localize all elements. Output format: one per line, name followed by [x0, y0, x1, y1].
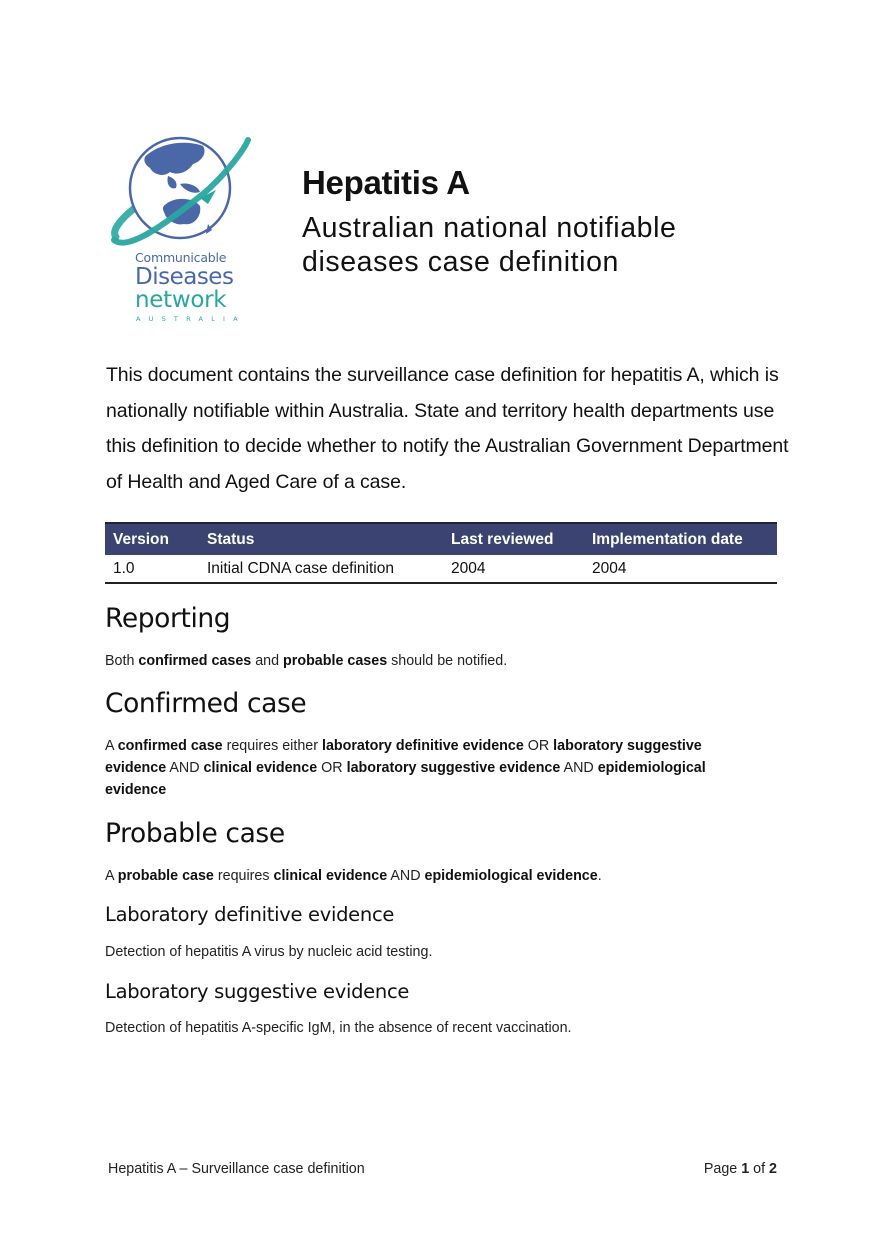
footer-page-number: Page 1 of 2 [703, 1161, 777, 1177]
version-table [105, 522, 777, 584]
document-title: Hepatitis A [302, 164, 470, 201]
cell-last-reviewed: 2004 [443, 555, 584, 583]
logo-line-australia: AUSTRALIA [136, 314, 246, 323]
intro-paragraph: This document contains the surveillance case definition for hepatitis A, which is nationally notifiable within Australia. State and territory health departments use this definition to decide whether to notify the Australian Government Department of Health and Aged Care of a case. [106, 364, 789, 493]
column-header-last-reviewed: Last reviewed [443, 523, 584, 555]
title-block [302, 163, 677, 279]
logo-line-diseases: Diseases [135, 263, 234, 290]
term-confirmed-cases: confirmed cases [138, 653, 252, 669]
heading-lab-suggestive-evidence: Laboratory suggestive evidence [105, 980, 410, 1003]
column-header-status: Status [199, 523, 443, 555]
subtitle-line-2: diseases case definition [302, 246, 620, 278]
current-page: 1 [741, 1161, 750, 1177]
version-table-header-row [105, 523, 777, 555]
heading-lab-definitive-evidence: Laboratory definitive evidence [105, 903, 395, 926]
lab-suggestive-evidence-text: Detection of hepatitis A-specific IgM, in the absence of recent vaccination. [105, 1020, 572, 1036]
heading-reporting: Reporting [105, 603, 231, 634]
term-probable-cases: probable cases [283, 653, 388, 669]
lab-definitive-evidence-text: Detection of hepatitis A virus by nucleic acid testing. [105, 944, 433, 960]
reporting-text: Both confirmed cases and probable cases should be notified. [105, 653, 508, 669]
globe-icon [108, 132, 253, 257]
cell-implementation-date: 2004 [584, 555, 777, 583]
probable-case-text: A probable case requires clinical evidence AND epidemiological evidence. [105, 868, 602, 884]
document-subtitle [302, 211, 677, 279]
confirmed-case-text: A confirmed case requires either laboratory definitive evidence OR laboratory suggestive evidence AND clinical evidence OR laboratory suggestive evidence AND epidemiological evidence [105, 738, 706, 798]
cdna-logo [108, 132, 253, 327]
heading-confirmed-case: Confirmed case [105, 688, 307, 719]
column-header-implementation-date: Implementation date [584, 523, 777, 555]
table-row [105, 555, 777, 583]
footer-document-name: Hepatitis A – Surveillance case definition [108, 1161, 365, 1177]
total-pages: 2 [769, 1161, 777, 1177]
logo-wordmark [135, 252, 245, 322]
heading-probable-case: Probable case [105, 818, 285, 849]
subtitle-line-1: Australian national notifiable [302, 212, 677, 244]
column-header-version: Version [105, 523, 199, 555]
logo-line-network: network [135, 286, 227, 313]
cell-version: 1.0 [105, 555, 199, 583]
logo-line-communicable: Communicable [135, 250, 227, 265]
cell-status: Initial CDNA case definition [199, 555, 443, 583]
